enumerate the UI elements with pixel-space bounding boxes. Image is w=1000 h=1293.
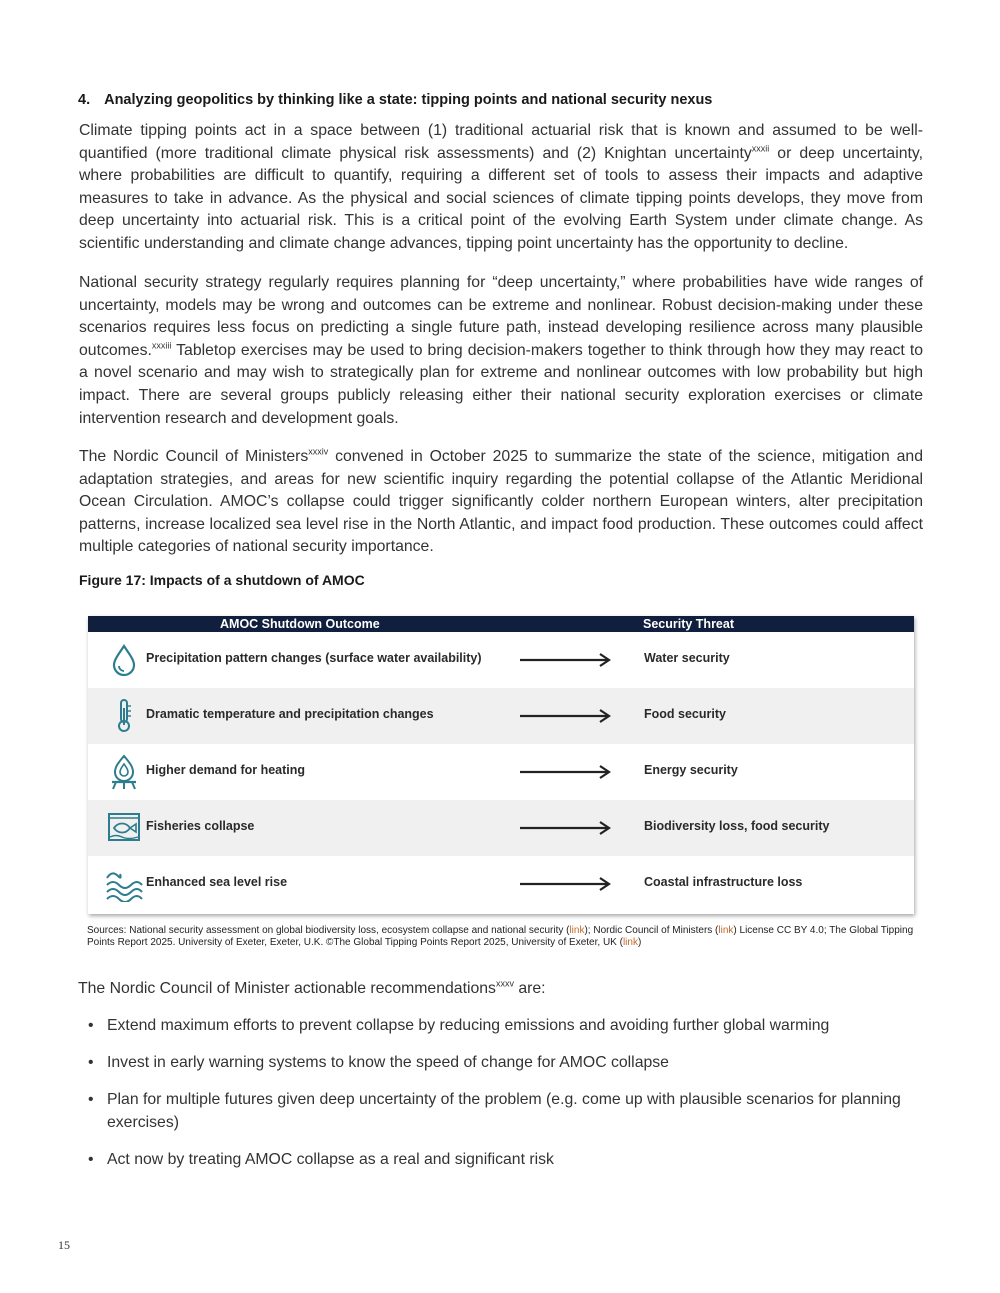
threat-label: Water security [644,651,730,665]
bullet-icon: • [88,1054,94,1071]
list-item [88,1014,928,1037]
header-outcome: AMOC Shutdown Outcome [220,617,380,631]
section-heading [78,92,712,108]
arrow-right-icon [518,764,613,780]
figure-caption: Figure 17: Impacts of a shutdown of AMOC [79,572,365,588]
threat-label: Food security [644,707,726,721]
intro-text: The Nordic Council of Minister actionable recommendations [78,980,496,997]
header-threat: Security Threat [643,617,735,631]
impact-row [88,800,914,856]
figure-header [88,616,914,632]
source-link[interactable]: link [622,937,638,948]
bullet-icon: • [88,1151,94,1168]
sources-text: ) License CC BY 4.0; The Global Tipping Points Report 2025. University of Exeter, Exeter, U.K. ©The Global Tipping Points Report 2025, University of Exeter, UK ( [87,925,914,948]
list-item-text: Invest in early warning systems to know the speed of change for AMOC collapse [107,1054,669,1071]
arrow-right-icon [518,820,613,836]
paragraph-text: convened in October 2025 to summarize the state of the science, mitigation and adaptation strategies, and areas for new scientific inquiry regarding the potential collapse of the Atlantic Meridional Ocean Circulation. AMOC’s collapse could trigger significantly colder northern European winters, alter precipitation patterns, increase localized sea level rise in the North Atlantic, and impact food production. These outcomes could affect multiple categories of national security importance. [79,448,923,556]
outcome-label: Enhanced sea level rise [146,875,288,889]
thermometer-icon [104,698,144,734]
list-item [88,1148,928,1171]
threat-label: Coastal infrastructure loss [644,875,803,889]
bullet-icon: • [88,1017,94,1034]
paragraph-tipping-points [79,120,923,256]
endnote-ref[interactable]: xxxii [751,143,770,154]
source-link[interactable]: link [718,925,734,936]
paragraph-text: National security strategy regularly requires planning for “deep uncertainty,” where probabilities have wide ranges of uncertainty, models may be wrong and outcomes can be extreme and nonlinear. Robust decision-making under these scenarios requires less focus on predicting a single future path, instead developing resilience across many plausible outcomes. [79,274,923,359]
list-item-text: Extend maximum efforts to prevent collapse by reducing emissions and avoiding further global warming [107,1017,830,1034]
water-drop-icon [104,642,144,678]
impact-row [88,632,914,688]
sources-text: Sources: National security assessment on global biodiversity loss, ecosystem collapse and national security ( [87,925,570,936]
figure-sources [87,925,917,949]
recommendations-list [88,1014,928,1185]
outcome-label: Precipitation pattern changes (surface water availability) [146,651,482,665]
endnote-ref[interactable]: xxxiii [151,340,172,351]
list-item [88,1088,928,1134]
outcome-label: Dramatic temperature and precipitation changes [146,707,434,721]
endnote-ref[interactable]: xxxv [495,978,514,989]
impact-row [88,856,914,912]
paragraph-text: The Nordic Council of Ministers [79,448,309,465]
paragraph-text: Climate tipping points act in a space between (1) traditional actuarial risk that is known and assumed to be well-quantified (more traditional climate physical risk assessments) and (2) Knightan uncertainty [79,122,923,162]
outcome-label: Higher demand for heating [146,763,306,777]
sources-text: ); Nordic Council of Ministers ( [584,925,719,936]
arrow-right-icon [518,708,613,724]
threat-label: Energy security [644,763,738,777]
endnote-ref[interactable]: xxxiv [308,446,329,457]
source-link[interactable]: link [569,925,585,936]
page-number: 15 [58,1238,70,1252]
intro-text: are: [513,980,546,997]
fish-icon [104,810,144,846]
sources-text: ) [637,937,642,948]
list-item-text: Plan for multiple futures given deep uncertainty of the problem (e.g. come up with plausible scenarios for planning exercises) [107,1091,901,1131]
impact-row [88,744,914,800]
section-number: 4. [78,92,91,108]
paragraph-nordic-council [79,446,923,559]
waves-icon [104,866,144,902]
list-item [88,1051,928,1074]
section-title: Analyzing geopolitics by thinking like a state: tipping points and national security nexus [104,92,713,108]
paragraph-text: or deep uncertainty, where probabilities are difficult to quantify, requiring a different set of tools to assess their impacts and adaptive measures to take in advance. As the physical and social sciences of climate tipping points develops, they move from deep uncertainty into actuarial risk. This is a critical point of the evolving Earth System under climate change. As scientific understanding and climate change advances, tipping point uncertainty has the opportunity to decline. [79,144,924,252]
arrow-right-icon [518,652,613,668]
bullet-icon: • [88,1091,94,1108]
list-item-text: Act now by treating AMOC collapse as a real and significant risk [107,1151,554,1168]
gas-flame-icon [104,754,144,790]
paragraph-national-security [79,272,923,430]
arrow-right-icon [518,876,613,892]
amoc-impact-figure [88,616,914,914]
impact-row [88,688,914,744]
paragraph-text: Tabletop exercises may be used to bring decision-makers together to think through how they may react to a novel scenario and may wish to strategically plan for extreme and nonlinear outcomes with low probability but high impact. There are several groups publicly releasing either their national security exploration exercises or climate intervention research and development goals. [79,341,923,427]
recommendations-intro [78,980,546,998]
outcome-label: Fisheries collapse [146,819,255,833]
threat-label: Biodiversity loss, food security [644,819,830,833]
